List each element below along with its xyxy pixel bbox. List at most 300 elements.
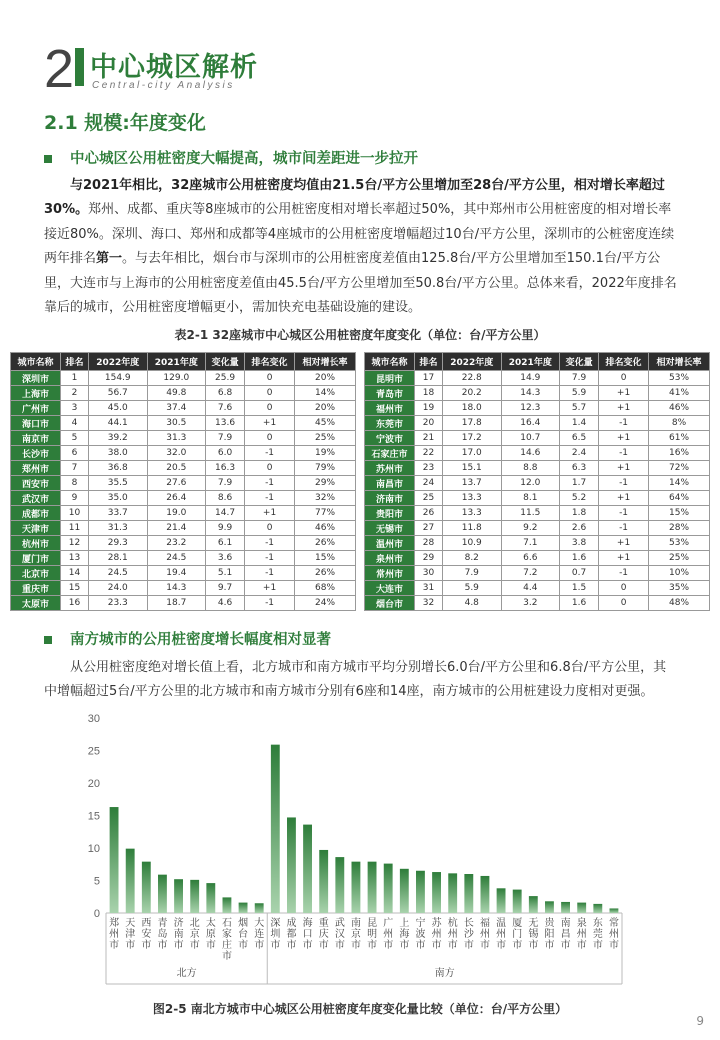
x-tick-label: 安	[141, 929, 152, 940]
table-cell: 26	[414, 506, 442, 521]
table-cell: 64%	[649, 491, 710, 506]
bar	[174, 879, 183, 913]
bar	[190, 880, 199, 913]
table-cell: 38.0	[88, 446, 147, 461]
table-cell: 13.3	[442, 506, 501, 521]
x-tick-label: 西	[141, 918, 152, 929]
bar	[577, 903, 586, 913]
table-cell: 14	[60, 566, 88, 581]
x-tick-label: 明	[367, 929, 378, 940]
table-cell: +1	[245, 506, 295, 521]
table-cell: -1	[245, 536, 295, 551]
x-tick-label: 市	[496, 940, 507, 951]
table-cell: 53%	[649, 371, 710, 386]
table-header-cell: 排名变化	[599, 353, 649, 371]
x-tick-label: 州	[479, 929, 490, 940]
table-cell: 2	[60, 386, 88, 401]
table-cell: 15%	[649, 506, 710, 521]
table-header-cell: 2022年度	[442, 353, 501, 371]
table-cell: 8%	[649, 416, 710, 431]
x-tick-label: 市	[254, 940, 265, 951]
table-header-cell: 变化量	[560, 353, 599, 371]
table-cell: -1	[599, 506, 649, 521]
table-cell: 27.6	[147, 476, 206, 491]
city-name-cell: 厦门市	[11, 551, 61, 566]
table-cell: 24.0	[88, 581, 147, 596]
table-cell: 8	[60, 476, 88, 491]
x-tick-label: 市	[479, 940, 490, 951]
x-tick-label: 昌	[560, 929, 571, 940]
table-cell: 0	[245, 371, 295, 386]
table-row	[11, 491, 356, 506]
table-cell: 26.4	[147, 491, 206, 506]
table-cell: 19.4	[147, 566, 206, 581]
city-name-cell: 常州市	[365, 566, 415, 581]
x-tick-label: 市	[367, 940, 378, 951]
table-cell: 9.9	[206, 521, 245, 536]
table-row	[11, 581, 356, 596]
table-cell: 24.5	[88, 566, 147, 581]
x-tick-label: 市	[173, 940, 184, 951]
bar-chart	[40, 706, 680, 996]
chapter-accent-bar	[75, 48, 84, 86]
city-name-cell: 海口市	[11, 416, 61, 431]
x-tick-label: 门	[512, 929, 523, 940]
x-tick-label: 深	[270, 918, 281, 929]
x-tick-label: 石	[221, 918, 232, 929]
x-tick-label: 宁	[415, 918, 426, 929]
x-tick-label: 市	[157, 940, 168, 951]
table-cell: 14.6	[501, 446, 560, 461]
table-cell: 25%	[295, 431, 356, 446]
table-header-cell: 城市名称	[365, 353, 415, 371]
table-cell: 11.5	[501, 506, 560, 521]
table-cell: 13.3	[442, 491, 501, 506]
x-tick-label: 杭	[447, 918, 458, 929]
city-name-cell: 温州市	[365, 536, 415, 551]
x-tick-label: 市	[286, 940, 297, 951]
bar	[481, 876, 490, 913]
table-cell: 8.1	[501, 491, 560, 506]
bar	[239, 903, 248, 913]
table-cell: 72%	[649, 461, 710, 476]
x-tick-label: 东	[592, 918, 603, 929]
x-tick-label: 京	[350, 929, 361, 940]
table-row	[365, 416, 710, 431]
city-name-cell: 西安市	[11, 476, 61, 491]
chapter-title: 中心城区解析	[90, 52, 258, 83]
x-tick-label: 福	[479, 918, 490, 929]
x-tick-label: 市	[205, 940, 216, 951]
table-cell: -1	[599, 476, 649, 491]
table-row	[11, 416, 356, 431]
table-header-row	[365, 353, 710, 371]
table-cell: 53%	[649, 536, 710, 551]
table-header-cell: 城市名称	[11, 353, 61, 371]
bar	[593, 904, 602, 913]
table-row	[11, 446, 356, 461]
table-row	[11, 371, 356, 386]
city-name-cell: 东莞市	[365, 416, 415, 431]
city-name-cell: 福州市	[365, 401, 415, 416]
table-cell: -1	[599, 416, 649, 431]
table-cell: 32%	[295, 491, 356, 506]
table-cell: 0	[599, 371, 649, 386]
table-row	[365, 386, 710, 401]
x-tick-label: 市	[189, 940, 200, 951]
x-tick-label: 汉	[334, 929, 345, 940]
table-cell: 4	[60, 416, 88, 431]
table-cell: 27	[414, 521, 442, 536]
bar	[303, 825, 312, 913]
x-tick-label: 市	[270, 940, 281, 951]
x-tick-label: 南	[173, 929, 184, 940]
x-tick-label: 重	[318, 918, 329, 929]
city-name-cell: 重庆市	[11, 581, 61, 596]
table-row	[11, 401, 356, 416]
table-cell: 21.4	[147, 521, 206, 536]
table-cell: 20.2	[442, 386, 501, 401]
x-tick-label: 市	[302, 940, 313, 951]
table-header-cell: 排名	[60, 353, 88, 371]
table-cell: 16%	[649, 446, 710, 461]
table-cell: +1	[599, 491, 649, 506]
table-header-row	[11, 353, 356, 371]
subheading-2	[44, 628, 331, 649]
table-cell: 1.6	[560, 551, 599, 566]
x-tick-label: 海	[399, 929, 410, 940]
table-cell: 0	[245, 401, 295, 416]
city-name-cell: 贵阳市	[365, 506, 415, 521]
city-name-cell: 石家庄市	[365, 446, 415, 461]
table-cell: 0	[245, 521, 295, 536]
table-cell: 8.8	[501, 461, 560, 476]
bar	[529, 896, 538, 913]
table-cell: 7.9	[560, 371, 599, 386]
table-cell: 6.0	[206, 446, 245, 461]
table-cell: 30	[414, 566, 442, 581]
table-row	[365, 431, 710, 446]
table-cell: 154.9	[88, 371, 147, 386]
table-cell: 46%	[295, 521, 356, 536]
table-cell: 5.9	[442, 581, 501, 596]
table-cell: 1.5	[560, 581, 599, 596]
x-tick-label: 都	[286, 929, 297, 940]
table-cell: 16.4	[501, 416, 560, 431]
table-cell: 15.1	[442, 461, 501, 476]
x-tick-label: 济	[173, 918, 184, 929]
bar	[384, 864, 393, 913]
y-tick-label: 25	[87, 745, 100, 758]
table-cell: 16.3	[206, 461, 245, 476]
x-tick-label: 州	[383, 929, 394, 940]
x-tick-label: 市	[125, 940, 136, 951]
table-cell: 1.8	[560, 506, 599, 521]
table-cell: 37.4	[147, 401, 206, 416]
table-cell: 10.9	[442, 536, 501, 551]
table-cell: 17.8	[442, 416, 501, 431]
bar	[126, 849, 135, 913]
table-row	[365, 581, 710, 596]
table-cell: 24.5	[147, 551, 206, 566]
table-cell: 9.2	[501, 521, 560, 536]
table-row	[11, 431, 356, 446]
table-cell: 14.3	[147, 581, 206, 596]
table-row	[365, 551, 710, 566]
table-cell: 6	[60, 446, 88, 461]
x-tick-label: 市	[608, 940, 619, 951]
group-label: 北方	[176, 968, 197, 979]
table-cell: 8.6	[206, 491, 245, 506]
table-row	[11, 551, 356, 566]
city-name-cell: 宁波市	[365, 431, 415, 446]
x-tick-label: 郑	[109, 918, 120, 929]
x-tick-label: 圳	[270, 929, 281, 940]
table-cell: 39.2	[88, 431, 147, 446]
table-cell: +1	[599, 431, 649, 446]
bar	[319, 850, 328, 913]
table-cell: 12.3	[501, 401, 560, 416]
x-tick-label: 市	[544, 940, 555, 951]
bar	[158, 875, 167, 913]
table-row	[11, 596, 356, 611]
table-cell: 3.2	[501, 596, 560, 611]
x-tick-label: 泉	[576, 918, 587, 929]
city-name-cell: 北京市	[11, 566, 61, 581]
table-cell: 23.3	[88, 596, 147, 611]
x-tick-label: 无	[528, 918, 539, 929]
x-tick-label: 沙	[463, 929, 474, 940]
bullet-square-icon	[44, 155, 52, 163]
table-cell: 28%	[649, 521, 710, 536]
x-tick-label: 市	[512, 940, 523, 951]
table-cell: 0	[599, 596, 649, 611]
table-cell: 12	[60, 536, 88, 551]
table-row	[365, 536, 710, 551]
y-tick-label: 0	[93, 908, 100, 920]
table-cell: 14%	[295, 386, 356, 401]
chapter-number: 2	[44, 39, 75, 99]
bar	[513, 890, 522, 913]
city-name-cell: 深圳市	[11, 371, 61, 386]
table-cell: 28	[414, 536, 442, 551]
table-cell: 35.5	[88, 476, 147, 491]
subheading-1-text: 中心城区公用桩密度大幅提高，城市间差距进一步拉开	[70, 151, 418, 167]
x-tick-label: 市	[109, 940, 120, 951]
table-cell: 7.1	[501, 536, 560, 551]
x-tick-label: 北	[189, 918, 200, 929]
paragraph-1-bold-first: 第一	[96, 251, 123, 267]
table-cell: 23	[414, 461, 442, 476]
density-table-left	[10, 352, 356, 611]
table-row	[11, 461, 356, 476]
table-cell: -1	[245, 566, 295, 581]
x-tick-label: 武	[334, 918, 345, 929]
city-name-cell: 广州市	[11, 401, 61, 416]
x-tick-label: 州	[431, 929, 442, 940]
table-header-cell: 排名	[414, 353, 442, 371]
table-cell: 14%	[649, 476, 710, 491]
x-tick-label: 上	[399, 918, 410, 929]
table-header-cell: 变化量	[206, 353, 245, 371]
x-tick-label: 口	[302, 929, 313, 940]
x-tick-label: 大	[254, 918, 265, 929]
table-cell: -1	[245, 476, 295, 491]
table-row	[365, 461, 710, 476]
table-cell: 25	[414, 491, 442, 506]
table-cell: 8.2	[442, 551, 501, 566]
table-cell: 10.7	[501, 431, 560, 446]
table-row	[365, 566, 710, 581]
bar	[287, 817, 296, 913]
table-cell: 68%	[295, 581, 356, 596]
table-cell: +1	[599, 386, 649, 401]
table-cell: 6.8	[206, 386, 245, 401]
table-row	[11, 566, 356, 581]
table-cell: 29.3	[88, 536, 147, 551]
x-tick-label: 市	[318, 940, 329, 951]
table-cell: 5.2	[560, 491, 599, 506]
table-header-cell: 排名变化	[245, 353, 295, 371]
section-title: 2.1 规模:年度变化	[44, 112, 206, 134]
city-name-cell: 成都市	[11, 506, 61, 521]
table-cell: 4.4	[501, 581, 560, 596]
y-tick-label: 20	[87, 778, 100, 790]
table-cell: 32	[414, 596, 442, 611]
table-cell: 6.6	[501, 551, 560, 566]
table-cell: 17.0	[442, 446, 501, 461]
table-cell: 3.8	[560, 536, 599, 551]
x-tick-label: 常	[608, 918, 619, 929]
table-cell: 31.3	[147, 431, 206, 446]
table-cell: 6.3	[560, 461, 599, 476]
city-name-cell: 烟台市	[365, 596, 415, 611]
table-cell: 1.7	[560, 476, 599, 491]
table-cell: 7.9	[442, 566, 501, 581]
table-caption: 表2-1 32座城市中心城区公用桩密度年度变化（单位：台/平方公里）	[174, 328, 546, 342]
bar	[464, 874, 473, 913]
table-cell: 11	[60, 521, 88, 536]
table-cell: +1	[599, 536, 649, 551]
table-row	[365, 521, 710, 536]
x-tick-label: 州	[608, 929, 619, 940]
x-tick-label: 州	[109, 929, 120, 940]
city-name-cell: 济南市	[365, 491, 415, 506]
bar	[223, 897, 232, 913]
x-tick-label: 州	[447, 929, 458, 940]
density-table-right	[364, 352, 710, 611]
table-cell: 18	[414, 386, 442, 401]
table-cell: 13.7	[442, 476, 501, 491]
x-tick-label: 莞	[592, 929, 603, 940]
table-cell: +1	[599, 461, 649, 476]
table-cell: 33.7	[88, 506, 147, 521]
x-tick-label: 岛	[157, 929, 168, 940]
x-tick-label: 市	[528, 940, 539, 951]
table-cell: -1	[245, 596, 295, 611]
table-cell: 41%	[649, 386, 710, 401]
table-cell: 79%	[295, 461, 356, 476]
bar	[561, 902, 570, 913]
x-tick-label: 南	[560, 918, 571, 929]
city-name-cell: 泉州市	[365, 551, 415, 566]
table-cell: 0	[599, 581, 649, 596]
table-row	[11, 476, 356, 491]
table-cell: 0.7	[560, 566, 599, 581]
table-cell: 61%	[649, 431, 710, 446]
x-tick-label: 市	[238, 940, 249, 951]
subheading-1	[44, 147, 418, 168]
city-name-cell: 天津市	[11, 521, 61, 536]
table-cell: 1.4	[560, 416, 599, 431]
table-row	[11, 386, 356, 401]
x-tick-label: 青	[157, 918, 168, 929]
table-cell: -1	[245, 551, 295, 566]
x-tick-label: 津	[125, 929, 136, 940]
table-cell: 7	[60, 461, 88, 476]
table-cell: 20.5	[147, 461, 206, 476]
table-cell: 5.9	[560, 386, 599, 401]
table-cell: 5	[60, 431, 88, 446]
x-tick-label: 天	[125, 918, 136, 929]
x-tick-label: 台	[238, 929, 249, 940]
table-cell: 13	[60, 551, 88, 566]
x-tick-label: 州	[576, 929, 587, 940]
x-tick-label: 京	[189, 929, 200, 940]
table-cell: 3	[60, 401, 88, 416]
table-cell: 5.1	[206, 566, 245, 581]
bar	[206, 883, 215, 913]
x-tick-label: 成	[286, 918, 297, 929]
bar	[448, 873, 457, 913]
table-cell: 14.3	[501, 386, 560, 401]
table-cell: 6.5	[560, 431, 599, 446]
table-cell: 30.5	[147, 416, 206, 431]
table-cell: 17.2	[442, 431, 501, 446]
x-tick-label: 庆	[318, 929, 329, 940]
x-tick-label: 厦	[512, 918, 523, 929]
table-cell: 7.2	[501, 566, 560, 581]
table-cell: 26%	[295, 536, 356, 551]
table-cell: 22.8	[442, 371, 501, 386]
table-cell: 3.6	[206, 551, 245, 566]
group-label: 南方	[434, 968, 455, 979]
city-name-cell: 南昌市	[365, 476, 415, 491]
city-name-cell: 南京市	[11, 431, 61, 446]
x-tick-label: 苏	[431, 918, 442, 929]
x-tick-label: 市	[592, 940, 603, 951]
city-name-cell: 郑州市	[11, 461, 61, 476]
table-cell: 9	[60, 491, 88, 506]
bar	[110, 807, 119, 913]
table-cell: +1	[245, 416, 295, 431]
table-cell: 9.7	[206, 581, 245, 596]
city-name-cell: 无锡市	[365, 521, 415, 536]
bar	[416, 871, 425, 913]
table-cell: 20	[414, 416, 442, 431]
city-name-cell: 昆明市	[365, 371, 415, 386]
table-row	[365, 476, 710, 491]
table-cell: 48%	[649, 596, 710, 611]
table-row	[365, 491, 710, 506]
y-tick-label: 5	[93, 875, 100, 888]
table-cell: 129.0	[147, 371, 206, 386]
table-cell: 31.3	[88, 521, 147, 536]
table-cell: 7.6	[206, 401, 245, 416]
x-tick-label: 烟	[238, 918, 249, 929]
city-name-cell: 苏州市	[365, 461, 415, 476]
city-name-cell: 上海市	[11, 386, 61, 401]
